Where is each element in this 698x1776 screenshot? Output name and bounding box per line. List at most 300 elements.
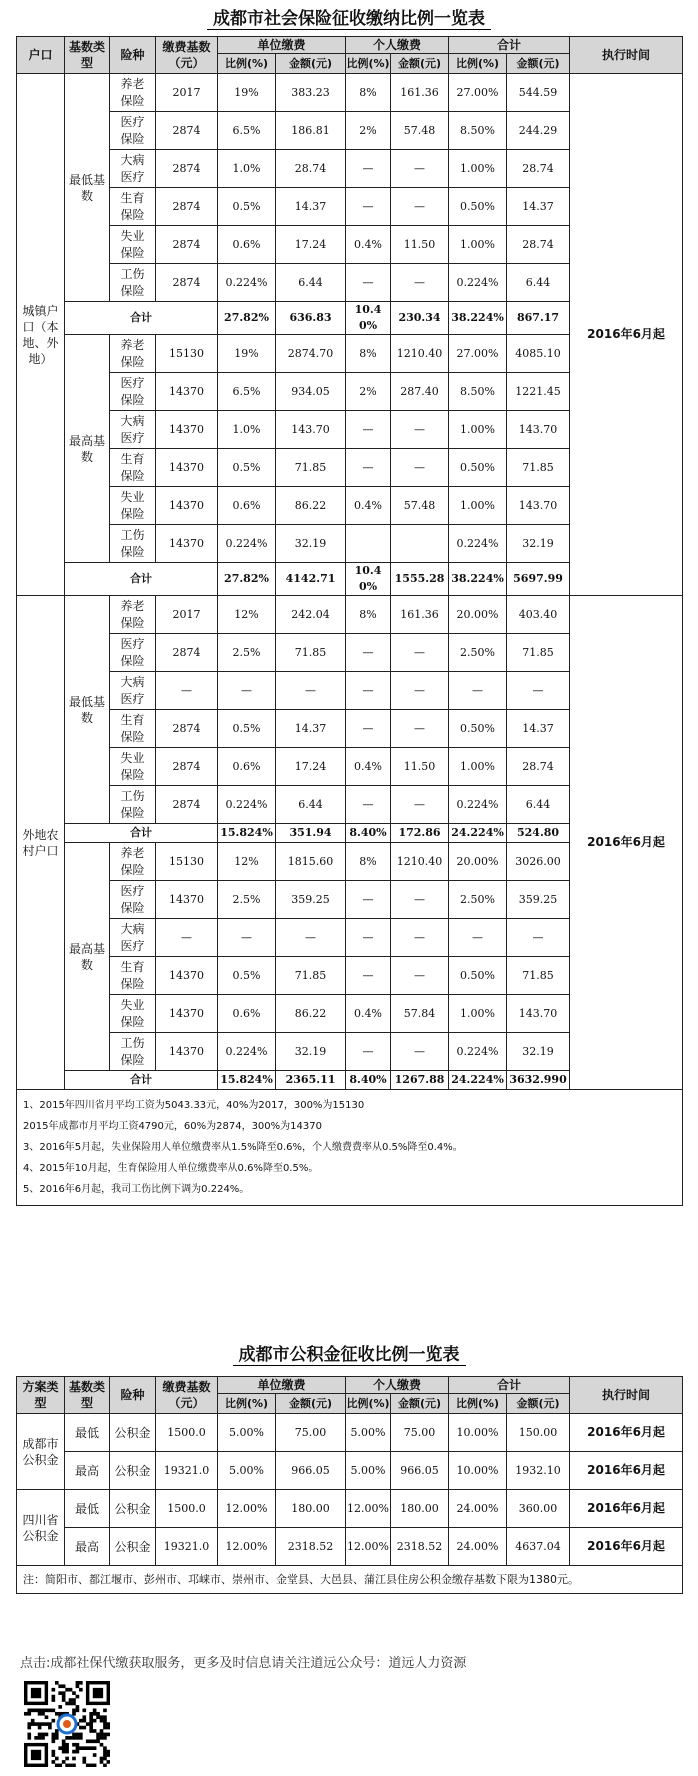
base-value: 1500.0 (156, 1414, 218, 1452)
subtotal-pa: 1267.88 (391, 1071, 449, 1090)
housing-fund-table (16, 1376, 683, 1594)
table-row (17, 596, 683, 634)
insurance-name: 工伤保险 (110, 264, 156, 302)
hukou-cell: 外地农村户口 (17, 596, 65, 1090)
value-tr: 0.224% (449, 1033, 507, 1071)
value-ur: 0.224% (218, 1033, 276, 1071)
value-tr: — (449, 919, 507, 957)
plan-cell: 四川省公积金 (17, 1490, 65, 1566)
value-ur: 0.5% (218, 449, 276, 487)
value-ur: 0.5% (218, 710, 276, 748)
value-ur: 19% (218, 74, 276, 112)
subtotal-ur: 27.82% (218, 563, 276, 596)
value-pa: — (391, 710, 449, 748)
header-hukou: 户口 (17, 37, 65, 74)
header-amount: 金额(元) (276, 1394, 346, 1414)
value-pr: — (346, 188, 391, 226)
value-ur: 6.5% (218, 373, 276, 411)
value-pa: 11.50 (391, 748, 449, 786)
value-pa: — (391, 786, 449, 824)
value-pr: — (346, 634, 391, 672)
subtotal-ua: 2365.11 (276, 1071, 346, 1090)
insurance-name: 失业保险 (110, 995, 156, 1033)
table-row (17, 1490, 683, 1528)
value-ur: 12.00% (218, 1490, 276, 1528)
value-ua: 17.24 (276, 226, 346, 264)
value-ta: — (507, 919, 570, 957)
insurance-name: 公积金 (110, 1490, 156, 1528)
value-ta: 143.70 (507, 487, 570, 525)
header-insurance: 险种 (110, 1377, 156, 1414)
value-ur: 6.5% (218, 112, 276, 150)
value-tr: 0.50% (449, 710, 507, 748)
base-type-cell: 最低 (65, 1414, 110, 1452)
value-ur: — (218, 672, 276, 710)
insurance-name: 失业保险 (110, 226, 156, 264)
table-row (17, 1452, 683, 1490)
value-tr: 8.50% (449, 112, 507, 150)
base-value: — (156, 672, 218, 710)
insurance-name: 工伤保险 (110, 525, 156, 563)
subtotal-tr: 24.224% (449, 824, 507, 843)
value-ua: 17.24 (276, 748, 346, 786)
value-pa: 161.36 (391, 74, 449, 112)
value-pa: 180.00 (391, 1490, 449, 1528)
value-ua: 6.44 (276, 786, 346, 824)
base-value: 14370 (156, 881, 218, 919)
subtotal-label: 合计 (65, 563, 218, 596)
header-total: 合计 (449, 1377, 570, 1394)
value-ua: 143.70 (276, 411, 346, 449)
exec-time-cell: 2016年6月起 (570, 1528, 683, 1566)
header-row (17, 37, 683, 54)
subtotal-ur: 15.824% (218, 1071, 276, 1090)
insurance-name: 养老保险 (110, 596, 156, 634)
value-pa: — (391, 449, 449, 487)
base-type-cell: 最低基数 (65, 74, 110, 302)
value-pr: 0.4% (346, 748, 391, 786)
header-ratio: 比例(%) (346, 1394, 391, 1414)
note-line: 1、2015年四川省月平均工资为5043.33元，40%为2017，300%为15130 (23, 1100, 365, 1111)
value-tr: 8.50% (449, 373, 507, 411)
subtotal-label: 合计 (65, 302, 218, 335)
base-type-cell: 最低 (65, 1490, 110, 1528)
value-ta: 6.44 (507, 264, 570, 302)
value-tr: 1.00% (449, 150, 507, 188)
header-amount: 金额(元) (391, 54, 449, 74)
value-pr: 2% (346, 112, 391, 150)
header-ratio: 比例(%) (449, 54, 507, 74)
value-ur: 19% (218, 335, 276, 373)
base-value: 2874 (156, 226, 218, 264)
value-tr: 24.00% (449, 1490, 507, 1528)
value-ta: 14.37 (507, 188, 570, 226)
base-type-cell: 最高基数 (65, 335, 110, 563)
value-tr: 0.50% (449, 449, 507, 487)
social-insurance-table (16, 36, 683, 1206)
value-tr: 1.00% (449, 226, 507, 264)
exec-time-cell: 2016年6月起 (570, 74, 683, 596)
housing-fund-title: 成都市公积金征收比例一览表 (0, 1342, 698, 1368)
value-ta: 28.74 (507, 150, 570, 188)
value-ua: 14.37 (276, 710, 346, 748)
header-unit: 单位缴费 (218, 37, 346, 54)
value-ur: 0.6% (218, 748, 276, 786)
base-value: 2874 (156, 264, 218, 302)
base-value: 14370 (156, 487, 218, 525)
base-value: 14370 (156, 957, 218, 995)
exec-time-cell: 2016年6月起 (570, 1414, 683, 1452)
insurance-name: 医疗保险 (110, 634, 156, 672)
base-value: 19321.0 (156, 1452, 218, 1490)
value-pa: 75.00 (391, 1414, 449, 1452)
value-pa: 287.40 (391, 373, 449, 411)
value-tr: 2.50% (449, 881, 507, 919)
value-tr: 27.00% (449, 74, 507, 112)
insurance-name: 失业保险 (110, 487, 156, 525)
value-ua: 71.85 (276, 449, 346, 487)
header-base-type: 基数类型 (65, 37, 110, 74)
value-pa: 57.48 (391, 487, 449, 525)
value-pr: 8% (346, 843, 391, 881)
value-ua: 966.05 (276, 1452, 346, 1490)
value-ur: 0.5% (218, 188, 276, 226)
header-exec-time: 执行时间 (570, 1377, 683, 1414)
value-ua: 14.37 (276, 188, 346, 226)
subtotal-pr: 10.40% (346, 302, 391, 335)
value-ta: 28.74 (507, 226, 570, 264)
value-ta: 403.40 (507, 596, 570, 634)
value-pr: 12.00% (346, 1490, 391, 1528)
value-tr: 24.00% (449, 1528, 507, 1566)
base-value: 2874 (156, 112, 218, 150)
subtotal-label: 合计 (65, 1071, 218, 1090)
value-ur: 0.5% (218, 957, 276, 995)
value-ua: 186.81 (276, 112, 346, 150)
value-pr: 8% (346, 335, 391, 373)
base-value: 19321.0 (156, 1528, 218, 1566)
value-ua: 71.85 (276, 634, 346, 672)
value-ta: 4085.10 (507, 335, 570, 373)
value-ta: 244.29 (507, 112, 570, 150)
table-row (17, 1414, 683, 1452)
value-ua: 75.00 (276, 1414, 346, 1452)
subtotal-pa: 172.86 (391, 824, 449, 843)
base-value: 14370 (156, 525, 218, 563)
insurance-name: 养老保险 (110, 74, 156, 112)
insurance-name: 公积金 (110, 1452, 156, 1490)
exec-time-cell: 2016年6月起 (570, 1452, 683, 1490)
value-ua: 2318.52 (276, 1528, 346, 1566)
value-pa: — (391, 634, 449, 672)
base-value: 14370 (156, 995, 218, 1033)
subtotal-pr: 8.40% (346, 824, 391, 843)
notes-cell (17, 1090, 683, 1206)
insurance-name: 医疗保险 (110, 881, 156, 919)
value-tr: 0.224% (449, 525, 507, 563)
note-line: 3、2016年5月起，失业保险用人单位缴费率从1.5%降至0.6%，个人缴费费率从0.5%降至0.4%。 (23, 1142, 463, 1153)
value-ua: 383.23 (276, 74, 346, 112)
base-value: 14370 (156, 373, 218, 411)
base-value: 2017 (156, 74, 218, 112)
value-tr: 1.00% (449, 748, 507, 786)
header-ratio: 比例(%) (449, 1394, 507, 1414)
value-pa: 1210.40 (391, 843, 449, 881)
value-ta: 143.70 (507, 995, 570, 1033)
value-ta: 1221.45 (507, 373, 570, 411)
note-line: 2015年成都市月平均工资4790元，60%为2874，300%为14370 (23, 1121, 322, 1132)
value-ua: 86.22 (276, 995, 346, 1033)
base-value: 2874 (156, 786, 218, 824)
value-pa: — (391, 188, 449, 226)
header-row (17, 1377, 683, 1394)
header-amount: 金额(元) (507, 1394, 570, 1414)
insurance-name: 生育保险 (110, 188, 156, 226)
header-amount: 金额(元) (507, 54, 570, 74)
value-ur: 1.0% (218, 411, 276, 449)
base-value: 1500.0 (156, 1490, 218, 1528)
value-ur: 12% (218, 843, 276, 881)
value-tr: 0.50% (449, 188, 507, 226)
value-pr: — (346, 1033, 391, 1071)
value-tr: 0.224% (449, 786, 507, 824)
subtotal-ur: 15.824% (218, 824, 276, 843)
value-ta: 28.74 (507, 748, 570, 786)
exec-time-cell: 2016年6月起 (570, 1490, 683, 1528)
value-pr: — (346, 957, 391, 995)
value-ta: 71.85 (507, 957, 570, 995)
value-pr (346, 525, 391, 563)
subtotal-pr: 10.40% (346, 563, 391, 596)
note-line: 5、2016年6月起，我司工伤比例下调为0.224%。 (23, 1184, 250, 1195)
header-exec-time: 执行时间 (570, 37, 683, 74)
value-pa: — (391, 881, 449, 919)
value-pa: — (391, 957, 449, 995)
value-pa: 161.36 (391, 596, 449, 634)
subtotal-pa: 230.34 (391, 302, 449, 335)
value-ua: 6.44 (276, 264, 346, 302)
qr-code-icon (24, 1681, 110, 1767)
value-pa: — (391, 150, 449, 188)
value-ur: 0.6% (218, 487, 276, 525)
value-pr: 5.00% (346, 1414, 391, 1452)
value-tr: 2.50% (449, 634, 507, 672)
value-pr: 0.4% (346, 995, 391, 1033)
value-ta: — (507, 672, 570, 710)
value-pa: 2318.52 (391, 1528, 449, 1566)
header-unit: 单位缴费 (218, 1377, 346, 1394)
value-pa: 57.84 (391, 995, 449, 1033)
insurance-name: 生育保险 (110, 449, 156, 487)
value-ur: 0.224% (218, 525, 276, 563)
subtotal-ua: 636.83 (276, 302, 346, 335)
subtotal-tr: 24.224% (449, 1071, 507, 1090)
value-pr: — (346, 672, 391, 710)
value-pr: — (346, 449, 391, 487)
table-row (17, 74, 683, 112)
subtotal-pa: 1555.28 (391, 563, 449, 596)
value-tr: 27.00% (449, 335, 507, 373)
subtotal-ua: 351.94 (276, 824, 346, 843)
value-pr: — (346, 411, 391, 449)
value-pa: — (391, 672, 449, 710)
base-value: 14370 (156, 449, 218, 487)
header-ratio: 比例(%) (218, 54, 276, 74)
insurance-name: 医疗保险 (110, 112, 156, 150)
value-pa: 11.50 (391, 226, 449, 264)
value-pr: — (346, 710, 391, 748)
value-tr: 20.00% (449, 843, 507, 881)
note-line: 4、2015年10月起，生育保险用人单位缴费率从0.6%降至0.5%。 (23, 1163, 319, 1174)
header-base-type: 基数类型 (65, 1377, 110, 1414)
footer-link[interactable]: 点击:成都社保代缴获取服务，更多及时信息请关注道远公众号：道远人力资源 (20, 1656, 467, 1671)
base-type-cell: 最低基数 (65, 596, 110, 824)
subtotal-ta: 524.80 (507, 824, 570, 843)
value-ta: 359.25 (507, 881, 570, 919)
housing-note: 注：简阳市、都江堰市、彭州市、邛崃市、崇州市、金堂县、大邑县、蒲江县住房公积金缴存基数下限为1380元。 (17, 1566, 683, 1594)
value-ua: 71.85 (276, 957, 346, 995)
header-amount: 金额(元) (276, 54, 346, 74)
value-tr: 0.50% (449, 957, 507, 995)
header-total: 合计 (449, 37, 570, 54)
value-tr: 10.00% (449, 1452, 507, 1490)
value-ua: — (276, 672, 346, 710)
insurance-name: 大病医疗 (110, 411, 156, 449)
insurance-name: 大病医疗 (110, 150, 156, 188)
header-personal: 个人缴费 (346, 1377, 449, 1394)
subtotal-ta: 867.17 (507, 302, 570, 335)
subtotal-ta: 3632.990 (507, 1071, 570, 1090)
header-insurance: 险种 (110, 37, 156, 74)
value-ua: 2874.70 (276, 335, 346, 373)
value-pa: 1210.40 (391, 335, 449, 373)
value-tr: — (449, 672, 507, 710)
value-ur: 12.00% (218, 1528, 276, 1566)
value-ua: 359.25 (276, 881, 346, 919)
value-ur: 12% (218, 596, 276, 634)
insurance-name: 工伤保险 (110, 786, 156, 824)
insurance-name: 养老保险 (110, 843, 156, 881)
base-value: 15130 (156, 335, 218, 373)
value-tr: 1.00% (449, 995, 507, 1033)
base-type-cell: 最高 (65, 1528, 110, 1566)
value-ua: 180.00 (276, 1490, 346, 1528)
header-ratio: 比例(%) (218, 1394, 276, 1414)
value-pr: — (346, 264, 391, 302)
insurance-name: 生育保险 (110, 957, 156, 995)
notes-row (17, 1090, 683, 1206)
value-ua: 86.22 (276, 487, 346, 525)
header-personal: 个人缴费 (346, 37, 449, 54)
base-value: 2874 (156, 710, 218, 748)
insurance-name: 医疗保险 (110, 373, 156, 411)
insurance-name: 养老保险 (110, 335, 156, 373)
value-ta: 1932.10 (507, 1452, 570, 1490)
value-ta: 544.59 (507, 74, 570, 112)
insurance-name: 失业保险 (110, 748, 156, 786)
value-ua: 242.04 (276, 596, 346, 634)
base-value: 2874 (156, 188, 218, 226)
value-pa: — (391, 264, 449, 302)
base-value: — (156, 919, 218, 957)
value-ur: 0.6% (218, 995, 276, 1033)
value-ta: 14.37 (507, 710, 570, 748)
value-pr: 8% (346, 74, 391, 112)
value-ur: 0.224% (218, 786, 276, 824)
value-pa: 57.48 (391, 112, 449, 150)
base-type-cell: 最高 (65, 1452, 110, 1490)
value-pa (391, 525, 449, 563)
subtotal-ua: 4142.71 (276, 563, 346, 596)
subtotal-pr: 8.40% (346, 1071, 391, 1090)
value-pr: — (346, 919, 391, 957)
insurance-name: 大病医疗 (110, 919, 156, 957)
value-ur: 5.00% (218, 1414, 276, 1452)
insurance-name: 大病医疗 (110, 672, 156, 710)
header-plan: 方案类型 (17, 1377, 65, 1414)
value-pr: 0.4% (346, 226, 391, 264)
value-pr: 5.00% (346, 1452, 391, 1490)
value-ta: 32.19 (507, 525, 570, 563)
base-type-cell: 最高基数 (65, 843, 110, 1071)
value-ta: 150.00 (507, 1414, 570, 1452)
subtotal-label: 合计 (65, 824, 218, 843)
subtotal-ta: 5697.99 (507, 563, 570, 596)
exec-time-cell: 2016年6月起 (570, 596, 683, 1090)
table-row (17, 1528, 683, 1566)
header-amount: 金额(元) (391, 1394, 449, 1414)
value-ur: 5.00% (218, 1452, 276, 1490)
base-value: 2017 (156, 596, 218, 634)
value-tr: 10.00% (449, 1414, 507, 1452)
header-ratio: 比例(%) (346, 54, 391, 74)
value-pr: — (346, 786, 391, 824)
value-ua: — (276, 919, 346, 957)
insurance-name: 工伤保险 (110, 1033, 156, 1071)
value-pa: — (391, 919, 449, 957)
value-ua: 32.19 (276, 1033, 346, 1071)
base-value: 14370 (156, 1033, 218, 1071)
value-pr: — (346, 150, 391, 188)
value-ta: 32.19 (507, 1033, 570, 1071)
value-pa: 966.05 (391, 1452, 449, 1490)
value-pr: 12.00% (346, 1528, 391, 1566)
insurance-name: 公积金 (110, 1414, 156, 1452)
value-ta: 3026.00 (507, 843, 570, 881)
value-ua: 1815.60 (276, 843, 346, 881)
value-tr: 1.00% (449, 411, 507, 449)
value-pr: 2% (346, 373, 391, 411)
value-tr: 0.224% (449, 264, 507, 302)
value-ta: 360.00 (507, 1490, 570, 1528)
plan-cell: 成都市公积金 (17, 1414, 65, 1490)
value-pr: 8% (346, 596, 391, 634)
value-ua: 32.19 (276, 525, 346, 563)
subtotal-tr: 38.224% (449, 563, 507, 596)
insurance-name: 生育保险 (110, 710, 156, 748)
value-ur: 0.224% (218, 264, 276, 302)
hukou-cell: 城镇户口（本地、外地） (17, 74, 65, 596)
header-base: 缴费基数（元） (156, 37, 218, 74)
value-ur: 2.5% (218, 634, 276, 672)
value-ta: 4637.04 (507, 1528, 570, 1566)
value-pa: — (391, 411, 449, 449)
value-pr: 0.4% (346, 487, 391, 525)
value-ua: 934.05 (276, 373, 346, 411)
value-ta: 143.70 (507, 411, 570, 449)
value-ur: — (218, 919, 276, 957)
base-value: 2874 (156, 150, 218, 188)
